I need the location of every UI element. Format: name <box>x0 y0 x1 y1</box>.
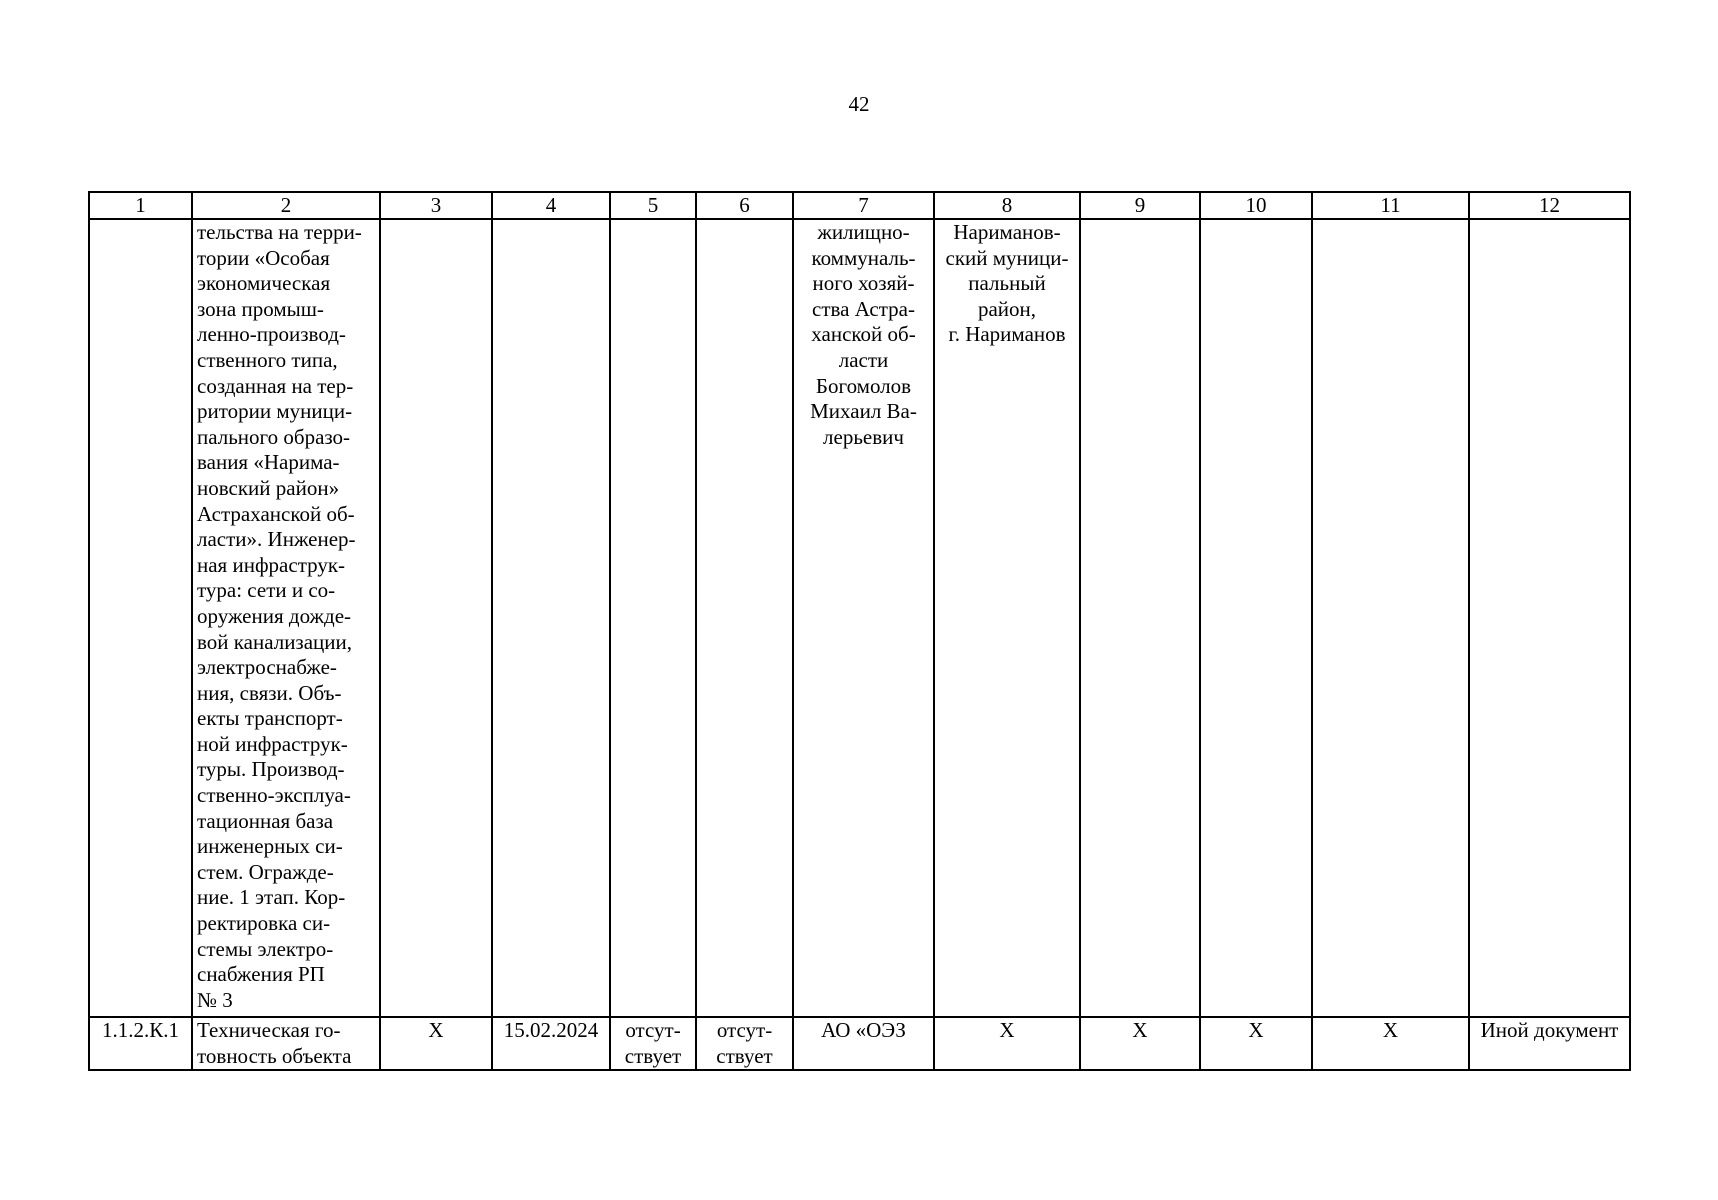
cell-responsible: жилищно- коммуналь- ного хозяй- ства Астра- ханской об- ласти Богомолов Михаил Ва- лерьевич <box>793 219 934 1017</box>
cell-document-type: Иной документ <box>1469 1017 1630 1070</box>
cell-col10: Х <box>1200 1017 1312 1070</box>
cell-col3: Х <box>380 1017 492 1070</box>
column-header-8: 8 <box>934 192 1080 219</box>
column-header-7: 7 <box>793 192 934 219</box>
cell-col5: отсут- ствует <box>610 1017 696 1070</box>
table-row <box>89 219 1630 1017</box>
cell-responsible: АО «ОЭЗ <box>793 1017 934 1070</box>
header-row <box>89 192 1630 219</box>
column-header-11: 11 <box>1312 192 1469 219</box>
cell-col4 <box>492 219 610 1017</box>
cell-col3 <box>380 219 492 1017</box>
cell-number: 1.1.2.К.1 <box>89 1017 192 1070</box>
cell-col11 <box>1312 219 1469 1017</box>
column-header-12: 12 <box>1469 192 1630 219</box>
table-row <box>89 1017 1630 1070</box>
cell-col12 <box>1469 219 1630 1017</box>
column-header-1: 1 <box>89 192 192 219</box>
cell-description: тельства на терри- тории «Особая экономическая зона промыш- ленно-производ- ственного типа, созданная на тер- ритории муници- пального образо- вания «Нарима- новский район» Астраханской об- ласти». Инженер- ная инфраструк- тура: сети и со- оружения дожде- вой канализации, электроснабже- ния, связи. Объ- екты транспорт- ной инфраструк- туры. Производ- ственно-эксплуа- тационная база инженерных си- стем. Огражде- ние. 1 этап. Кор- ректировка си- стемы электро- снабжения РП № 3 <box>192 219 380 1017</box>
page-number: 42 <box>848 92 870 116</box>
cell-description: Техническая го- товность объекта <box>192 1017 380 1070</box>
column-header-5: 5 <box>610 192 696 219</box>
cell-col10 <box>1200 219 1312 1017</box>
cell-location: Нариманов- ский муници- пальный район, г. Нариманов <box>934 219 1080 1017</box>
cell-col9: Х <box>1080 1017 1200 1070</box>
column-header-9: 9 <box>1080 192 1200 219</box>
cell-location: Х <box>934 1017 1080 1070</box>
cell-col6: отсут- ствует <box>696 1017 793 1070</box>
cell-col11: Х <box>1312 1017 1469 1070</box>
cell-col9 <box>1080 219 1200 1017</box>
column-header-10: 10 <box>1200 192 1312 219</box>
column-header-4: 4 <box>492 192 610 219</box>
cell-date: 15.02.2024 <box>492 1017 610 1070</box>
column-header-2: 2 <box>192 192 380 219</box>
cell-number <box>89 219 192 1017</box>
column-header-6: 6 <box>696 192 793 219</box>
cell-col6 <box>696 219 793 1017</box>
cell-col5 <box>610 219 696 1017</box>
register-table <box>88 191 1631 1071</box>
column-header-3: 3 <box>380 192 492 219</box>
